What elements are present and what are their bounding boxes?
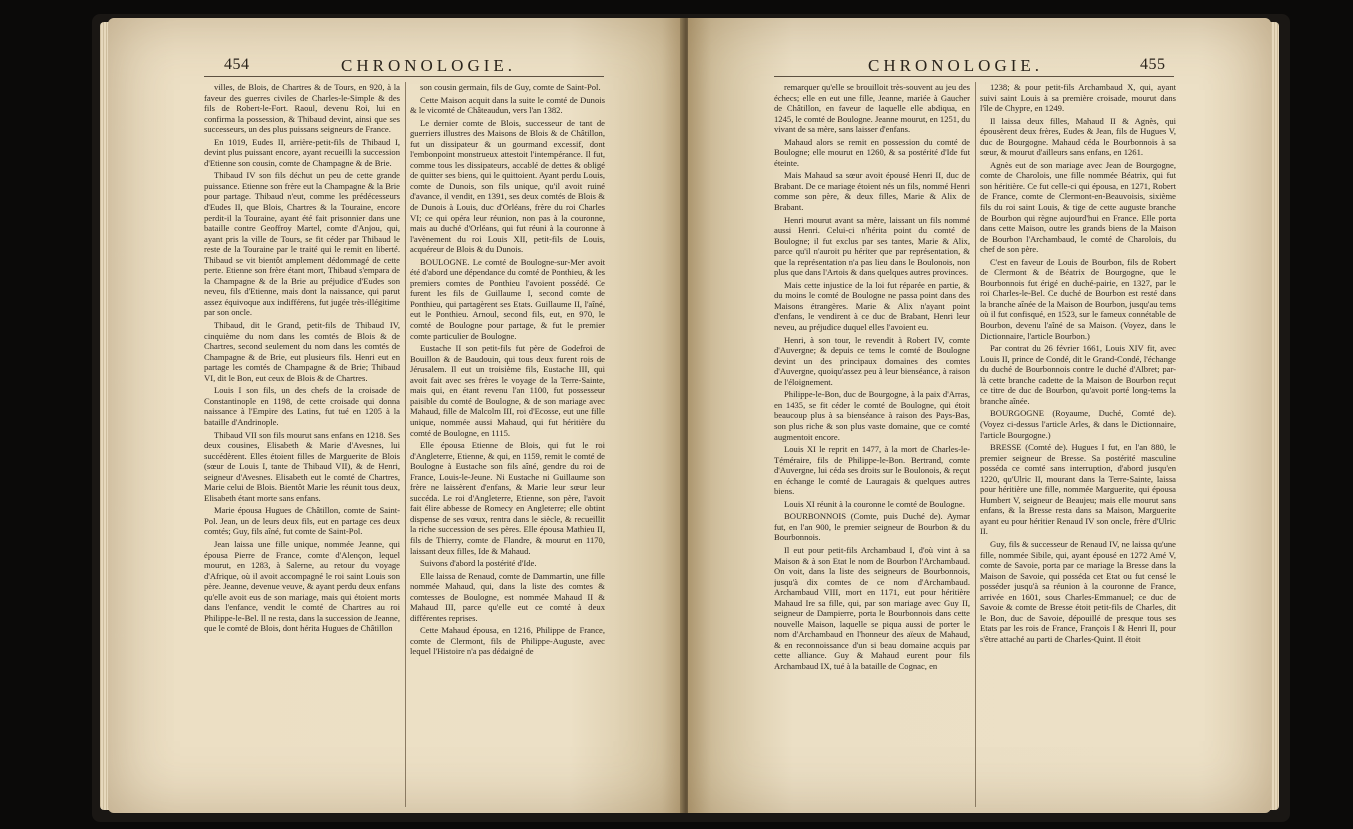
right-page: [688, 18, 1271, 813]
paragraph: Cette Maison acquit dans la suite le comté de Dunois & le vicomté de Châteaudun, vers l'an 1382.: [410, 94, 605, 116]
paragraph: Thibaud IV son fils déchut un peu de cette grande puissance. Etienne son frère eut la Champagne & la Brie pour partage. Thibaud n'eut, comme les prédécesseurs d'Eudes II, que Blois, Chartres & la Touraine, encore perdit-il la Touraine, ayant été fait prisonnier dans une bataille contre Geoffroy Martel, comte d'Anjou, qui, ayant pris la ville de Tours, se fit céder par Thibaud le reste de la Touraine par le traité qui le remit en liberté. Thibaud se vit bientôt amplement dédommagé de cette perte. Etienne son frère étant mort, Thibaud s'empara de la Champagne & de la Brie au préjudice d'Eudes son neveu, fils d'Etienne, mais dont la naissance, qui parut assez équivoque aux indifférens, fut jugée très-illégitime par son oncle.: [204, 170, 400, 318]
paragraph: Eustache II son petit-fils fut père de Godefroi de Bouillon & de Baudouin, qui tous deux furent rois de Jérusalem. Il eut un troisième fils, Eustache III, qui avoit fait avec ses frères le voyage de la Terre-Sainte, mais qui, en étant revenu l'an 1100, fut possesseur paisible du comté de Boulogne, & de son mariage avec Mahaud, fille de Malcolm III, roi d'Ecosse, eut une fille unique, nommée aussi Mahaud, qui fut héritière du comté de Boulogne, en 1115.: [410, 343, 605, 438]
paragraph: Mais cette injustice de la loi fut réparée en partie, & du moins le comté de Boulogne ne passa point dans des Maisons étrangères. Marie & Alix n'ayant point d'enfans, le vendirent à ce duc de Brabant, Henri leur neveu, au préjudice duquel elles l'avoient eu.: [774, 279, 970, 333]
paragraph: C'est en faveur de Louis de Bourbon, fils de Robert de Clermont & de Béatrix de Bourgogne, que le Bourbonnois fut érigé en duché-pairie, en 1327, par le roi Charles-le-Bel. Ce duché de Bourbon est resté dans la branche aînée de la Maison de Bourbon, jusqu'au tems où il fut confisqué, en 1523, sur le fameux connétable de Bourbon, devenu l'aîné de sa Maison. (Voyez, dans le Dictionnaire, l'article Bourbon.): [980, 256, 1176, 341]
paragraph: BOURGOGNE (Royaume, Duché, Comté de). (Voyez ci-dessus l'article Arles, & dans le Dictionnaire, l'article Bourgogne.): [980, 408, 1176, 440]
left-head-rule: [204, 76, 604, 77]
left-running-head: CHRONOLOGIE.: [341, 56, 517, 75]
left-column-1: [204, 82, 400, 807]
paragraph: Suivons d'abord la postérité d'Ide.: [420, 558, 537, 569]
paragraph: Cette Mahaud épousa, en 1216, Philippe de France, comte de Clermont, fils de Philippe-Auguste, avec lequel l'Histoire n'a pas dédaigné de: [410, 625, 605, 657]
paragraph: Mais Mahaud sa sœur avoit épousé Henri II, duc de Brabant. De ce mariage étoient nés un fils, nommé Henri comme son père, & deux filles, Marie & Alix de Brabant.: [774, 170, 970, 213]
paragraph: Il laissa deux filles, Mahaud II & Agnès, qui épousèrent deux frères, Eudes & Jean, fils de Hugues V, duc de Bourgogne. Mahaud céda le Bourbonnois à sa sœur, & mourut d'ailleurs sans enfans, en 1261.: [980, 115, 1176, 158]
paragraph: Louis I son fils, un des chefs de la croisade de Constantinople en 1198, de cette croisade qui donna naissance à l'Empire des Latins, fut tué en 1205 à la bataille d'Andrinople.: [204, 385, 400, 427]
right-page-number: 455: [1140, 56, 1166, 73]
paragraph: Louis XI réunit à la couronne le comté de Boulogne.: [784, 498, 965, 509]
paragraph: BOURBONNOIS (Comte, puis Duché de). Aymar fut, en l'an 900, le premier seigneur de Bourbon & du Bourbonnois.: [774, 511, 970, 543]
right-column-2: [980, 82, 1176, 807]
right-column-1: [774, 82, 970, 807]
paragraph: 1238; & pour petit-fils Archambaud X, qui, ayant suivi saint Louis à sa première croisade, mourut dans l'île de Chypre, en 1249.: [980, 82, 1176, 114]
left-page: [108, 18, 685, 813]
left-page-number: 454: [224, 56, 250, 73]
paragraph: Louis XI le reprit en 1477, à la mort de Charles-le-Téméraire, fils de Philippe-le-Bon. Bertrand, comte d'Auvergne, lui céda ses droits sur le Boulonois, & reçut en échange le comté de Lauragais & quelques autres biens.: [774, 444, 970, 497]
paragraph: Henri mourut avant sa mère, laissant un fils nommé aussi Henri. Celui-ci n'hérita point du comté de Boulogne; il fut exclus par ses tantes, Marie & Alix, parce qu'il n'auroit pu hériter que par représentation, & que la représentation n'a pas lieu dans le Boulonois, non plus que dans l'Artois & dans quelques autres provinces.: [774, 214, 970, 278]
paragraph: Elle laissa de Renaud, comte de Dammartin, une fille nommée Mahaud, qui, dans la liste des comtes & comtesses de Boulogne, est nommée Mahaud II & Mahaud III, parce qu'elle eut ce comté à deux différentes reprises.: [410, 570, 605, 623]
paragraph: Thibaud VII son fils mourut sans enfans en 1218. Ses deux cousines, Elisabeth & Marie d'Avesnes, lui succédèrent. Elles étoient filles de Marguerite de Blois (sœur de Louis I, tante de Thibaud VII), & de Henri, seigneur d'Avesnes. Elisabeth eut le comté de Chartres, Marie celui de Blois. Bientôt Marie les réunit tous deux, Elisabeth étant morte sans enfans.: [204, 429, 400, 503]
right-column-divider: [975, 82, 976, 807]
right-head-rule: [774, 76, 1174, 77]
paragraph: BOULOGNE. Le comté de Boulogne-sur-Mer avoit été d'abord une dépendance du comté de Ponthieu, & les premiers comtes de Ponthieu l'avoient possédé. Ce furent les fils de Guillaume I, second comte de Ponthieu, qui partagèrent ses Etats. Guillaume II, l'aîné, eut le Ponthieu. Arnoul, second fils, eut, en 970, le comté de Boulogne pour partage, & fut le premier comte particulier de Boulogne.: [410, 256, 605, 341]
paragraph: En 1019, Eudes II, arrière-petit-fils de Thibaud I, devint plus puissant encore, ayant recueilli la succession d'Etienne son cousin, comte de Champagne & de Brie.: [204, 136, 400, 168]
paragraph: Philippe-le-Bon, duc de Bourgogne, à la paix d'Arras, en 1435, se fit céder le comté de Boulogne, qui étoit beaucoup plus à sa bienséance à raison des Pays-Bas, son plus riche & son plus vaste domaine, que ce comté augmentoit encore.: [774, 389, 970, 442]
right-running-head: CHRONOLOGIE.: [868, 56, 1044, 75]
paragraph: remarquer qu'elle se brouilloit très-souvent au jeu des échecs; elle en eut une fille, Jeanne, mariée à Gaucher de Châtillon, en faveur de laquelle elle abdiqua, en 1245, le comté de Boulogne. Jeanne mourut, en 1251, du vivant de sa mère, sans laisser d'enfans.: [774, 82, 970, 135]
paragraph: Henri, à son tour, le revendit à Robert IV, comte d'Auvergne; & depuis ce tems le comté de Boulogne devint un des principaux domaines des comtes d'Auvergne, quoiqu'assez peu à leur bienséance, à raison de l'éloignement.: [774, 334, 970, 387]
paragraph: BRESSE (Comté de). Hugues I fut, en l'an 880, le premier seigneur de Bresse. Sa postérité masculine posséda ce comté sans interruption, d'abord jusqu'en 1220, qu'Ulric II, mourant dans la Terre-Sainte, laissa pour héritière une fille, nommée Marguerite, qui épousa Humbert V, seigneur de Beaujeu; mais elle mourut sans enfans, & la Bresse resta dans sa Maison, Marguerite ayant eu pour héritier Renaud IV son oncle, frère d'Ulric II.: [980, 442, 1176, 537]
paragraph: Le dernier comte de Blois, successeur de tant de guerriers illustres des Maisons de Blois & de Châtillon, fut un dissipateur & un gourmand excessif, dont l'embonpoint monstrueux attestoit l'intempérance. Il fut, comme tous les dissipateurs, accablé de dettes & obligé de quitter ses biens, qui le quittoient. Ayant perdu Louis, comte de Dunois, son fils unique, qu'il avoit ruiné d'avance, il vendit, en 1391, ses deux comtés de Blois & de Dunois à Louis, duc d'Orléans, frère du roi Charles VI; ce qui opéra leur réunion, non pas à la couronne, mais au duché d'Orléans, qui fut réuni à la couronne à l'avènement du roi Louis XII, petit-fils de Louis, acquéreur de Blois & du Dunois.: [410, 117, 605, 255]
paragraph: Agnès eut de son mariage avec Jean de Bourgogne, comte de Charolois, une fille nommée Béatrix, qui fut son héritière. Ce fut celle-ci qui épousa, en 1271, Robert de France, comte de Clermont-en-Beauvoisis, sixième fils du roi saint Louis, & tige de cette auguste branche de Bourbon qui règne aujourd'hui en France. Elle porta dans cette Maison, outre les grands biens de la Maison de Bourbon l'Archambaud, le comté de Charolois, du chef de son père.: [980, 159, 1176, 255]
paragraph: Thibaud, dit le Grand, petit-fils de Thibaud IV, cinquième du nom dans les comtés de Blois & de Chartres, second seulement du nom dans les comtés de Champagne & de Brie, eut plusieurs fils. Henri eut en partage les comtés de Champagne & de Brie; Thibaud VI, dit le Bon, eut ceux de Blois & de Chartres.: [204, 320, 400, 383]
paragraph: Mahaud alors se remit en possession du comté de Boulogne; elle mourut en 1260, & sa postérité d'Ide fut éteinte.: [774, 136, 970, 168]
paragraph: Par contrat du 26 février 1661, Louis XIV fit, avec Louis II, prince de Condé, dit le Grand-Condé, l'échange du duché de Bourbonnois contre le duché d'Albret; par-là cette branche cadette de la Maison de Bourbon reçut ce titre de duc de Bourbon, qu'avoit porté long-tems la branche aînée.: [980, 343, 1176, 406]
paragraph: son cousin germain, fils de Guy, comte de Saint-Pol.: [420, 82, 601, 92]
paragraph: villes, de Blois, de Chartres & de Tours, en 920, à la faveur des guerres civiles de Charles-le-Simple & des fils de Robert-le-Fort. Raoul, devenu Roi, lui en confirma la possession, & Thibaud devint, ainsi que ses successeurs, un des plus puissans seigneurs de France.: [204, 82, 400, 135]
paragraph: Guy, fils & successeur de Renaud IV, ne laissa qu'une fille, nommée Sibile, qui, ayant épousé en 1272 Amé V, comte de Savoie, porta par ce mariage la Bresse dans la Maison de Savoie, qui posséda cet Etat ou fut censé le posséder jusqu'à sa réunion à la couronne de France, arrivée en 1601, sous Charles-Emmanuel; ce duc de Savoie & comte de Bresse étoit petit-fils de Charles, dit le Bon, duc de Savoie, dépouillé de presque tous ses Etats par les rois de France, François I & Henri II, pour s'être attaché au parti de Charles-Quint. Il étoit: [980, 538, 1176, 644]
left-column-divider: [405, 82, 406, 807]
paragraph: Jean laissa une fille unique, nommée Jeanne, qui épousa Pierre de France, comte d'Alençon, lequel mourut, en 1283, à Salerne, au retour du voyage d'Afrique, où il avoit accompagné le roi saint Louis son père. Jeanne, devenue veuve, & ayant perdu deux enfans qu'elle avoit eus de son mariage, mais qui étoient morts dans l'enfance, vendit le comté de Chartres au roi Philippe-le-Bel. Il ne resta, dans la succession de Jeanne, que le comté de Blois, dont hérita Hugues de Châtillon: [204, 538, 400, 634]
paragraph: Marie épousa Hugues de Châtillon, comte de Saint-Pol. Jean, un de leurs deux fils, eut en partage ces deux comtés; Guy, fils aîné, fut comte de Saint-Pol.: [204, 505, 400, 537]
left-column-2: [410, 82, 605, 807]
paragraph: Il eut pour petit-fils Archambaud I, d'où vint à sa Maison & à son Etat le nom de Bourbon l'Archambaud. On voit, dans la liste des seigneurs de Bourbonnois, jusqu'à dix comtes de ce nom d'Archambaud. Archambaud VIII, mort en 1171, eut pour héritière Mahaud Ire sa fille, qui, par son mariage avec Guy II, seigneur de Dampierre, porta le Bourbonnois dans cette nouvelle Maison, laquelle se piqua aussi de porter le nom d'Archambaud en l'honneur des aïeux de Mahaud, & en reconnoissance d'un si beau domaine acquis par cette alliance. Guy & Mahaud eurent pour fils Archambaud IX, tué à la bataille de Cognac, en: [774, 544, 970, 671]
paragraph: Elle épousa Etienne de Blois, qui fut le roi d'Angleterre, Etienne, & qui, en 1159, remit le comté de Boulogne à Eustache son fils aîné, gendre du roi de France, Louis-le-Jeune. Ni Eustache ni Guillaume son frère ne laissèrent d'enfans, & Marie leur sœur leur succéda. Le roi d'Angleterre, Etienne, son père, l'avoit fait élire abbesse de Romecy en Angleterre; elle obtint dispense de ses vœux, rentra dans le siècle, & recueillit la riche succession de ses pères. Elle épousa Mathieu II, fils de Thierry, comte de Flandre, & mourut en 1170, laissant deux filles, Ide & Mahaud.: [410, 440, 605, 556]
